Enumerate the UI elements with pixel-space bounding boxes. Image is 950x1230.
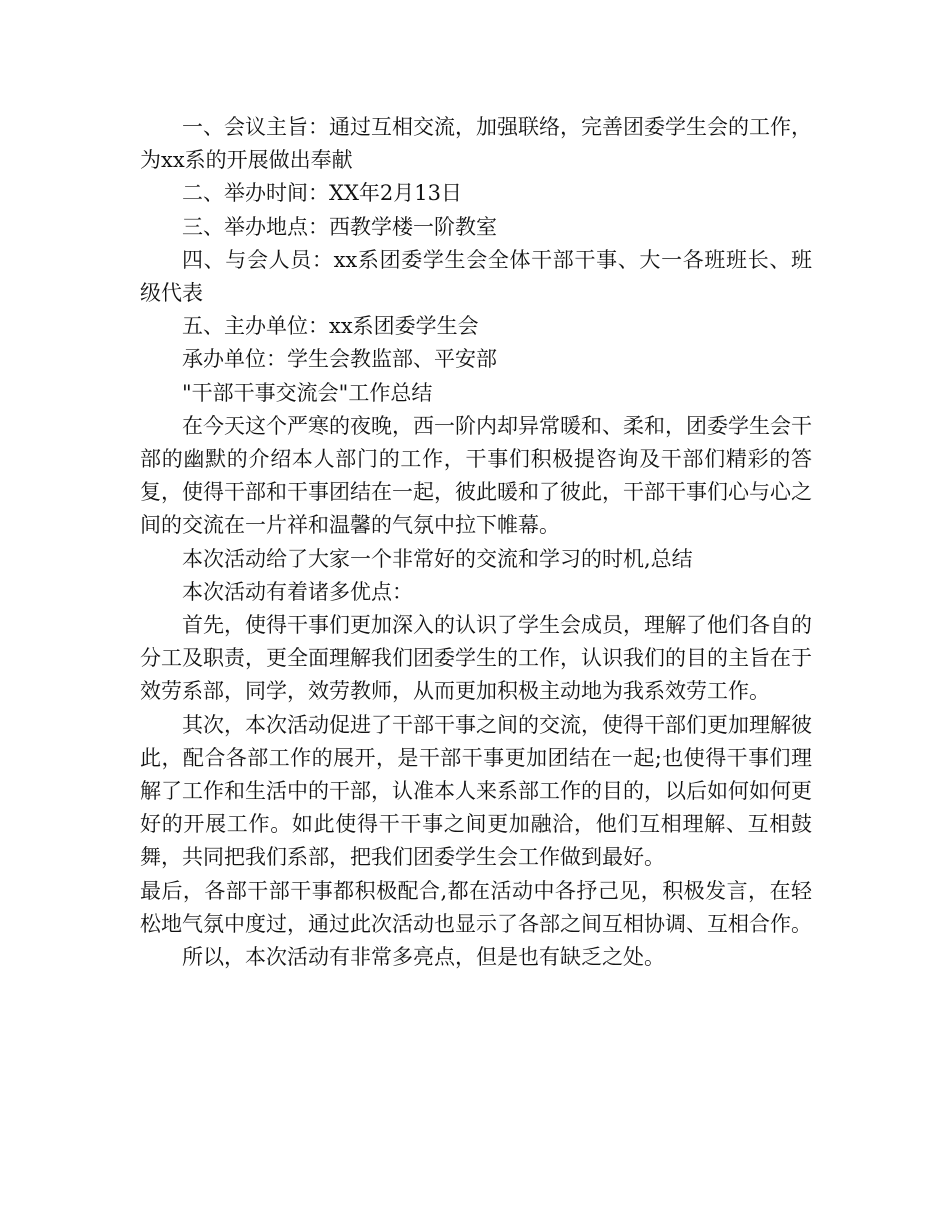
summary-conclusion: 所以，本次活动有非常多亮点，但是也有缺乏之处。 <box>182 945 665 970</box>
meeting-purpose: 一、会议主旨：通过互相交流，加强联络，完善团委学生会的工作，为xx系的开展做出奉献 <box>140 115 812 173</box>
meeting-time: 二、举办时间：XX年2月13日 <box>182 181 462 206</box>
summary-advantages-heading: 本次活动有着诸多优点： <box>182 579 413 604</box>
meeting-attendees: 四、与会人员：xx系团委学生会全体干部干事、大一各班班长、班级代表 <box>140 247 812 306</box>
summary-first-point: 首先，使得干事们更加深入的认识了学生会成员，理解了他们各自的分工及职责，更全面理解我们团委学生的工作，认识我们的目的主旨在于效劳系部，同学，效劳教师，从而更加积极主动地为我系效劳工作。 <box>140 613 812 704</box>
document-body <box>140 111 812 974</box>
summary-last-point: 最后，各部干部干事都积极配合,都在活动中各抒己见，积极发言，在轻松地气氛中度过，通过此次活动也显示了各部之间互相协调、互相合作。 <box>140 878 812 936</box>
meeting-location: 三、举办地点：西教学楼一阶教室 <box>182 214 497 239</box>
summary-second-point: 其次，本次活动促进了干部干事之间的交流，使得干部们更加理解彼此，配合各部工作的展开，是干部干事更加团结在一起;也使得干事们理解了工作和生活中的干部，认准本人来系部工作的目的，以后如何如何更好的开展工作。如此使得干干事之间更加融洽，他们互相理解、互相鼓舞，共同把我们系部，把我们团委学生会工作做到最好。 <box>140 712 812 870</box>
summary-title: "干部干事交流会"工作总结 <box>182 380 433 405</box>
summary-intro: 在今天这个严寒的夜晚，西一阶内却异常暖和、柔和，团委学生会干部的幽默的介绍本人部门的工作，干事们积极提咨询及干部们精彩的答复，使得干部和干事团结在一起，彼此暖和了彼此，干部干事们心与心之间的交流在一片祥和温馨的气氛中拉下帷幕。 <box>140 413 812 538</box>
meeting-host: 五、主办单位：xx系团委学生会 <box>182 314 479 339</box>
meeting-organizer: 承办单位：学生会教监部、平安部 <box>182 347 497 372</box>
summary-opportunity: 本次活动给了大家一个非常好的交流和学习的时机,总结 <box>182 546 693 571</box>
